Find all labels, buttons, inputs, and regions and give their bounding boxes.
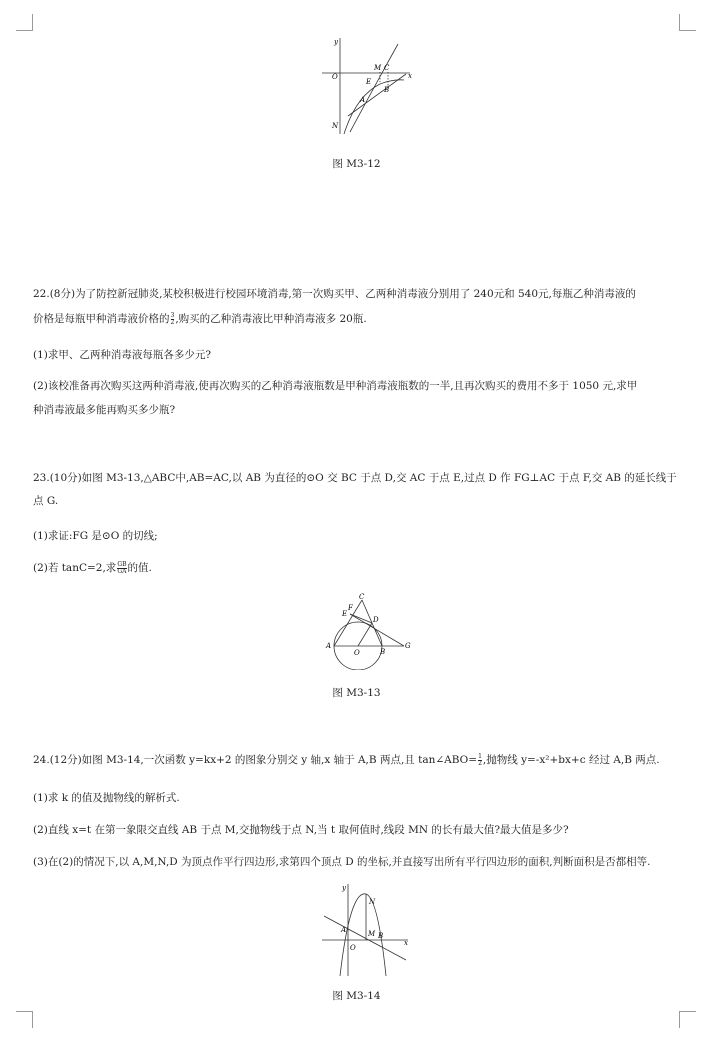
- figure-m3-13: [320, 592, 412, 670]
- q22-fraction: $\frac{3}{2}$: [170, 311, 175, 326]
- label-o: O: [332, 73, 338, 81]
- q24-part1: (1)求 k 的值及抛物线的解析式.: [33, 792, 180, 804]
- label-f: F: [348, 604, 353, 612]
- label-n: N: [369, 898, 376, 906]
- label-a: A: [341, 926, 347, 934]
- figure-caption-m3-13: 图 M3-13: [332, 687, 381, 699]
- q23-line2: 点 G.: [33, 495, 59, 507]
- label-x: x: [404, 939, 408, 947]
- corner-mark-bottom-left: [16, 1011, 33, 1028]
- line-steep: [350, 44, 398, 132]
- q22-part2-line1: (2)该校准备再次购买这两种消毒液,使再次购买的乙种消毒液瓶数是甲种消毒液瓶数的一半,且再次购买的费用不多于 1050 元,求甲: [33, 380, 638, 392]
- label-d: D: [373, 616, 379, 624]
- figure-caption-m3-12: 图 M3-12: [332, 158, 381, 170]
- figure-caption-m3-14: 图 M3-14: [332, 990, 381, 1002]
- label-e: E: [366, 78, 372, 86]
- label-x: x: [408, 72, 412, 80]
- label-o: O: [354, 649, 360, 657]
- q23-part2: (2)若 tanC=2,求 $\frac{GB}{GA}$ 的值.: [33, 560, 152, 575]
- label-a: A: [326, 642, 332, 650]
- corner-mark-top-right: [679, 14, 696, 31]
- label-b: B: [380, 648, 386, 656]
- q23-fraction: $\frac{GB}{GA}$: [117, 560, 127, 575]
- q24-part2: (2)直线 x=t 在第一象限交直线 AB 于点 M,交抛物线于点 N,当 t 取何值时,线段 MN 的长有最大值?最大值是多少?: [33, 824, 569, 836]
- label-b: B: [384, 86, 390, 94]
- corner-mark-top-left: [16, 14, 33, 31]
- label-a: A: [360, 96, 366, 104]
- figure-m3-14: [318, 880, 414, 978]
- label-y: y: [334, 38, 338, 46]
- q22-part2-line2: 种消毒液最多能再购买多少瓶?: [33, 404, 176, 416]
- q22-line1: 22.(8分)为了防控新冠肺炎,某校积极进行校园环境消毒,第一次购买甲、乙两种消毒液分别用了 240元和 540元,每瓶乙种消毒液的: [33, 288, 636, 300]
- label-c: C: [359, 593, 365, 601]
- line-ab: [324, 916, 406, 960]
- q23-line1: 23.(10分)如图 M3-13,△ABC中,AB=AC,以 AB 为直径的⊙O 交 BC 于点 D,交 AC 于点 E,过点 D 作 FG⊥AC 于点 F,交 AB 的延长线于: [33, 472, 677, 484]
- figure-m3-12: [318, 34, 418, 138]
- label-b: B: [378, 932, 384, 940]
- q22-line2: 价格是每瓶甲种消毒液价格的 $\frac{3}{2}$ ,购买的乙种消毒液比甲种消毒液多 20瓶.: [33, 311, 367, 326]
- label-g: G: [405, 642, 411, 650]
- label-m: M: [374, 64, 382, 72]
- label-y: y: [342, 884, 346, 892]
- label-m: M: [368, 930, 376, 938]
- label-n: N: [332, 122, 339, 130]
- line-tangent: [348, 74, 406, 116]
- label-o: O: [350, 944, 356, 952]
- label-e: E: [342, 610, 348, 618]
- q23-part1: (1)求证:FG 是⊙O 的切线;: [33, 530, 158, 542]
- q24-part3: (3)在(2)的情况下,以 A,M,N,D 为顶点作平行四边形,求第四个顶点 D 的坐标,并直接写出所有平行四边形的面积,判断面积是否都相等.: [33, 856, 651, 868]
- q22-part1: (1)求甲、乙两种消毒液每瓶各多少元?: [33, 349, 212, 361]
- q24-line1: 24.(12分)如图 M3-14,一次函数 y=kx+2 的图象分别交 y 轴,x 轴于 A,B 两点,且 tan∠ABO= $\frac{1}{2}$ ,抛物线 y=-x²+bx+c 经过 A,B 两点.: [33, 752, 660, 767]
- q24-fraction: $\frac{1}{2}$: [478, 752, 482, 767]
- corner-mark-bottom-right: [679, 1011, 696, 1028]
- label-c: C: [384, 64, 390, 72]
